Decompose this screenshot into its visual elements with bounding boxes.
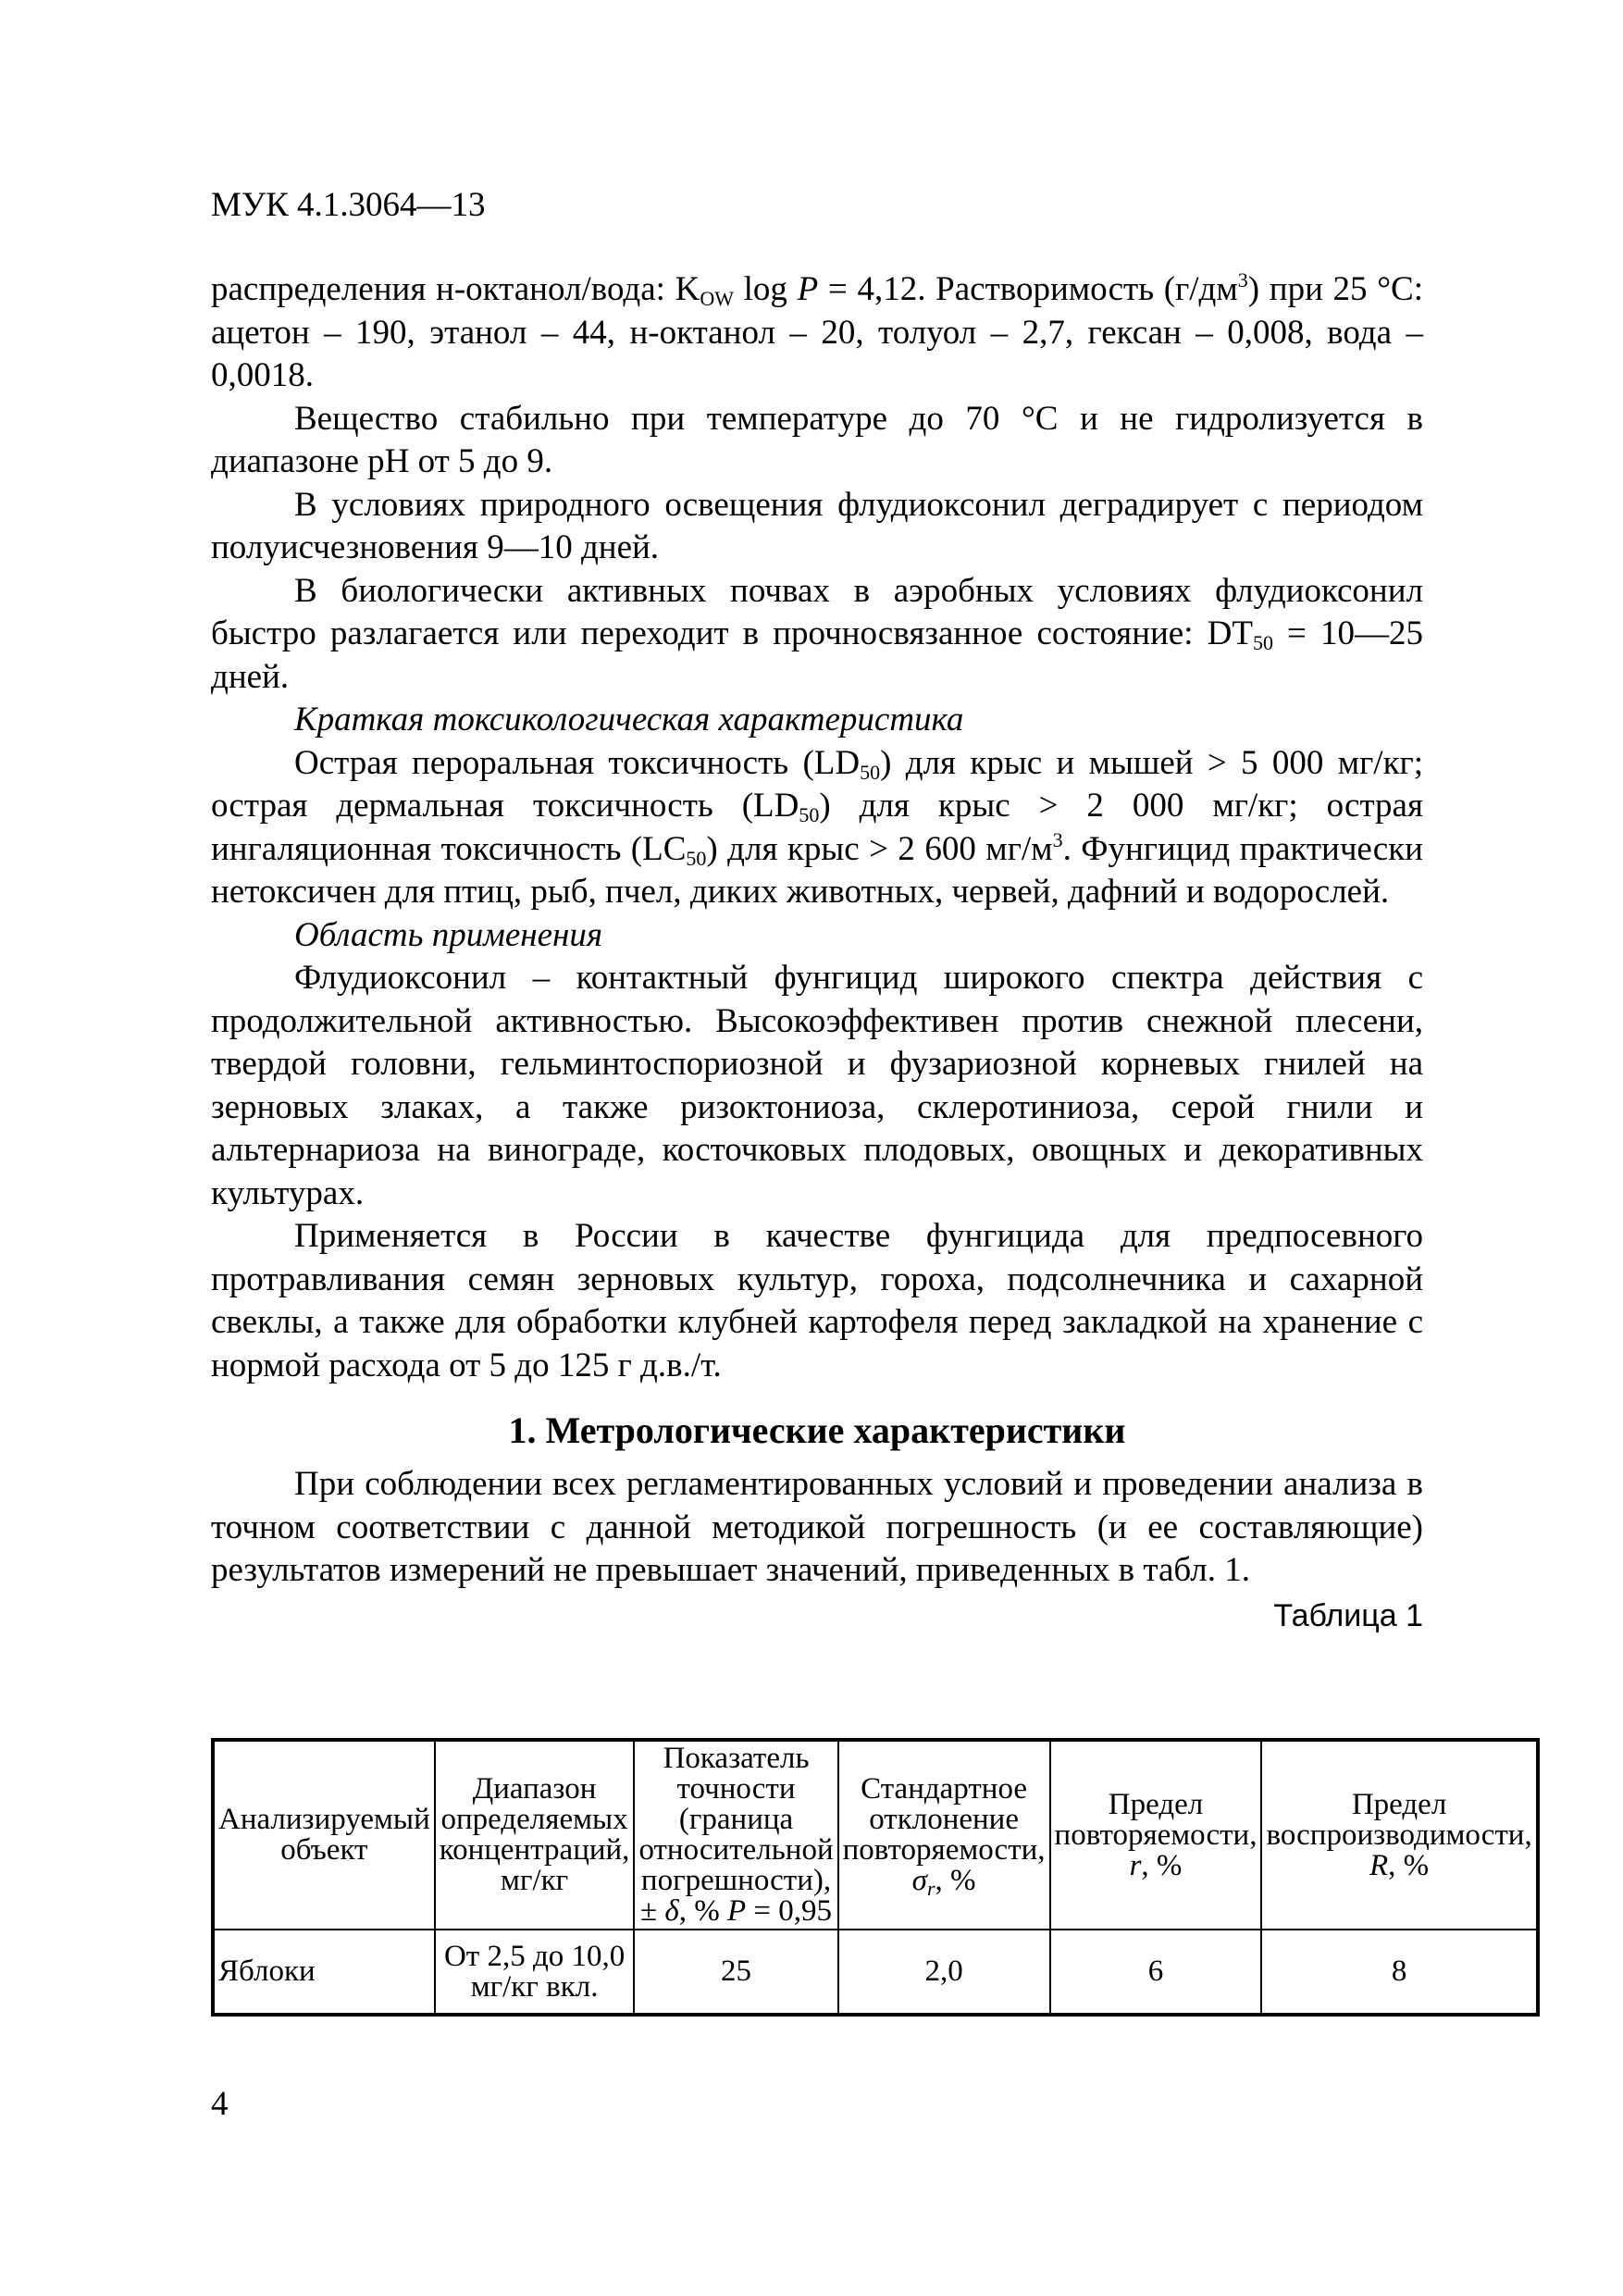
header-accuracy (634, 1740, 837, 1930)
table-row (213, 1930, 1538, 2015)
cell-std-deviation: 2,0 (838, 1930, 1050, 2015)
text-fragment: Стандартное отклонение повторяемости, (842, 1772, 1046, 1867)
text-fragment: log (733, 270, 798, 308)
header-std-deviation (838, 1740, 1050, 1930)
text-fragment: Предел повторяемости, (1054, 1787, 1258, 1852)
text-fragment: ) для крыс > 2 600 мг/м (706, 829, 1053, 868)
table-caption: Таблица 1 (1273, 1597, 1423, 1633)
paragraph-metrology: При соблюдении всех регламентированных условий и проведении анализа в точном соответствии с данной методикой погрешность (и ее составляющие) результатов измерений не превышает значений, приведенных в табл. 1. (211, 1465, 1423, 1589)
section-title: 1. Метрологические характеристики (508, 1409, 1126, 1451)
text-fragment: = 4,12. Растворимость (г/дм (818, 270, 1238, 308)
paragraph-photodegradation: В условиях природного освещения флудиоксонил деградирует с периодом полуисчезновения 9—10 дней. (211, 485, 1423, 566)
subscript: 50 (799, 803, 820, 826)
table-header-row (213, 1740, 1538, 1930)
paragraph-partition-solubility (211, 268, 1423, 398)
text-fragment: В биологически активных почвах в аэробных условиях флудиоксонил быстро разлагается или переходит в прочносвязанное состояние: DT (211, 571, 1423, 652)
paragraph-soil-degradation (211, 570, 1423, 700)
text-fragment: = 10—25 дней. (211, 614, 1423, 696)
cell-range: От 2,5 до 10,0 мг/кг вкл. (435, 1930, 635, 2015)
superscript: 3 (1237, 268, 1248, 292)
text-fragment: , % (678, 1894, 727, 1928)
body-text (211, 268, 1423, 1637)
header-repeatability-limit (1050, 1740, 1262, 1930)
text-fragment: , % (1141, 1848, 1183, 1882)
symbol: r (1129, 1848, 1142, 1882)
subscript: 50 (1252, 631, 1273, 654)
header-analyzed-object: Анализируемый объект (213, 1740, 435, 1930)
metrology-table (211, 1738, 1540, 2017)
text-fragment: распределения н-октанол/вода: K (211, 270, 700, 308)
document-code: МУК 4.1.3064—13 (211, 186, 486, 224)
symbol: R (1369, 1848, 1389, 1882)
subheading-scope: Область применения (294, 915, 603, 954)
cell-reproducibility-limit: 8 (1261, 1930, 1537, 2015)
subscript: 50 (686, 846, 707, 870)
variable: P (797, 270, 819, 308)
paragraph-usage-russia: Применяется в России в качестве фунгицида для предпосевного протравливания семян зерновых культур, гороха, подсолнечника и сахарной свеклы, а также для обработки клубней картофеля перед закладкой на хранение с нормой расхода от 5 до 125 г д.в./т. (211, 1217, 1423, 1384)
text-fragment: ) при 25 °С: ацетон – 190, этанол – 44, н-октанол – 20, толуол – 2,7, гексан – 0,008, вода – 0,0018. (211, 270, 1423, 394)
page-number: 4 (211, 2085, 229, 2123)
header-concentration-range: Диапазон определяемых концентраций, мг/кг (435, 1740, 635, 1930)
subscript: 50 (860, 760, 881, 784)
cell-repeatability-limit: 6 (1050, 1930, 1262, 2015)
text-fragment: ) для крыс и мышей > 5 000 мг/кг; острая дермальная токсичность (LD (211, 743, 1423, 825)
subscript: OW (700, 287, 734, 310)
superscript: 3 (1052, 827, 1063, 851)
symbol: P (726, 1894, 747, 1928)
subheading-toxicology: Краткая токсикологическая характеристика (294, 701, 964, 738)
paragraph-stability: Вещество стабильно при температуре до 70 °С и не гидролизуется в диапазоне pH от 5 до 9. (211, 399, 1423, 480)
paragraph-fungicide-description: Флудиоксонил – контактный фунгицид широкого спектра действия с продолжительной активностью. Высокоэффективен против снежной плесени, твердой головни, гельминтоспориозной и фузариозной корневых гнилей на зерновых злаках, а также ризоктониоза, склеротиниоза, серой гнили и альтернариоза на винограде, косточковых плодовых, овощных и декоративных культурах. (211, 959, 1423, 1212)
text-fragment: Показатель точности (граница относительной погрешности), ± (638, 1742, 834, 1928)
cell-object: Яблоки (213, 1930, 435, 2015)
paragraph-toxicity (211, 742, 1423, 914)
subscript: r (926, 1877, 935, 1900)
text-fragment: , % (935, 1864, 976, 1897)
text-fragment: ) для крыс > 2 000 мг/кг; острая ингаляционная токсичность (LC (211, 787, 1424, 868)
text-fragment: Острая пероральная токсичность (LD (294, 743, 861, 782)
text-fragment: , % (1388, 1848, 1430, 1882)
cell-accuracy: 25 (634, 1930, 837, 2015)
symbol: σ (911, 1864, 927, 1897)
text-fragment: = 0,95 (746, 1894, 833, 1928)
header-reproducibility-limit (1261, 1740, 1537, 1930)
text-fragment: Предел воспроизводимости, (1266, 1787, 1532, 1852)
symbol: δ (664, 1894, 679, 1928)
text-fragment: . Фунгицид практически нетоксичен для птиц, рыб, пчел, диких животных, червей, дафний и водорослей. (211, 829, 1423, 911)
